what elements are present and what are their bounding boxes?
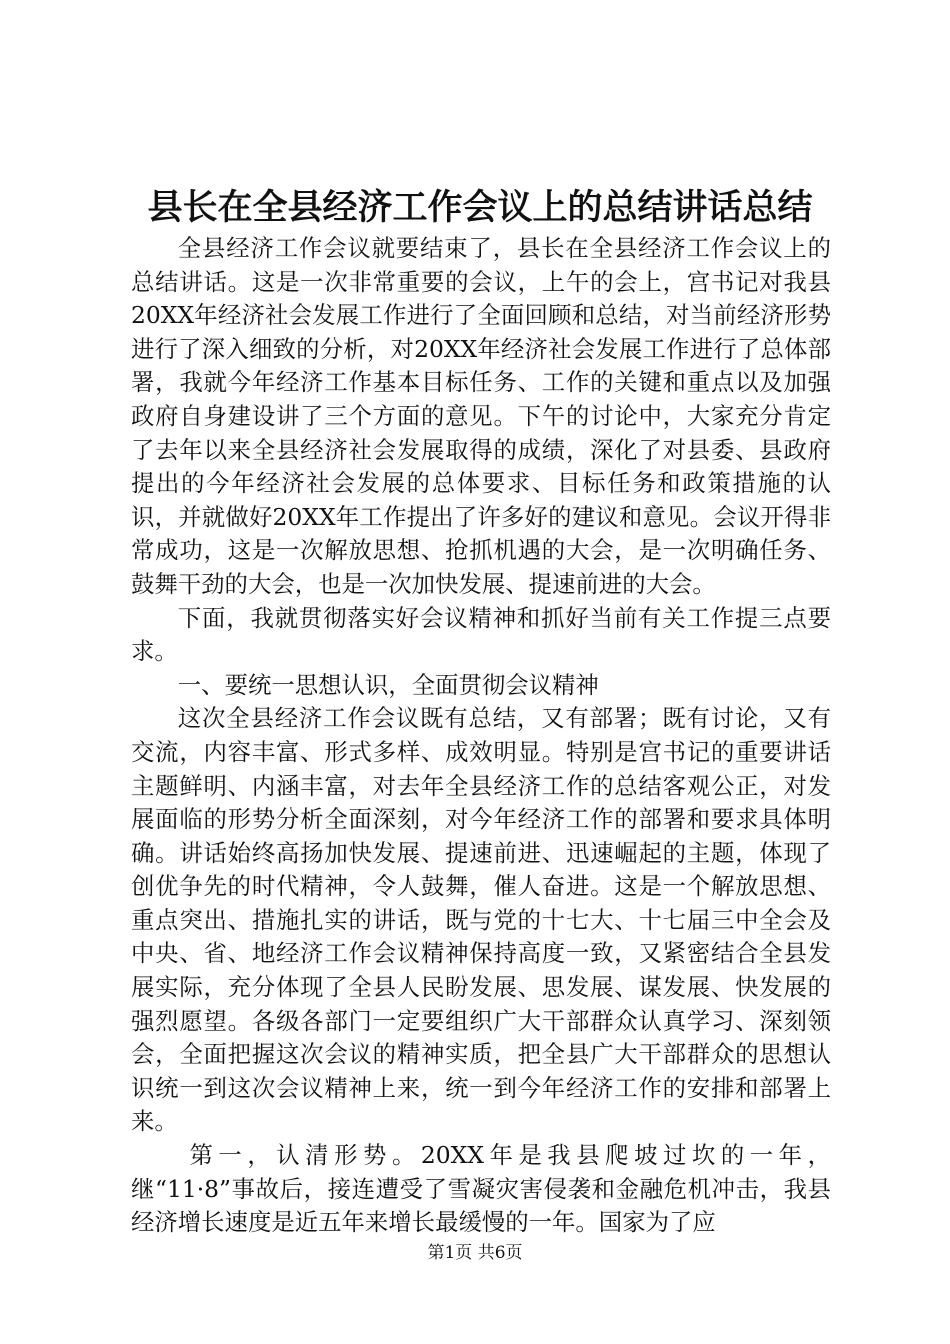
paragraph-1: 全县经济工作会议就要结束了，县长在全县经济工作会议上的总结讲话。这是一次非常重要的会议，上午的会上，宫书记对我县20XX年经济社会发展工作进行了全面回顾和总结，对当前经济形势进行了深入细致的分析，对20XX年经济社会发展工作进行了总体部署，我就今年经济工作基本目标任务、工作的关键和重点以及加强政府自身建设讲了三个方面的意见。下午的讨论中，大家充分肯定了去年以来全县经济社会发展取得的成绩，深化了对县委、县政府提出的今年经济社会发展的总体要求、目标任务和政策措施的认识，并就做好20XX年工作提出了许多好的建议和意见。会议开得非常成功，这是一次解放思想、抢抓机遇的大会，是一次明确任务、鼓舞干劲的大会，也是一次加快发展、提速前进的大会。 (131, 234, 831, 598)
paragraph-4: 第一，认清形势。20XX年是我县爬坡过坎的一年，继“11·8”事故后，接连遭受了雪凝灾害侵袭和金融危机冲击，我县经济增长速度是近五年来增长最缓慢的一年。国家为了应 (131, 1141, 831, 1237)
document-body (131, 232, 831, 1240)
section-heading-1: 一、要统一思想认识，全面贯彻会议精神 (177, 670, 599, 699)
page-footer: 第1页 共6页 (427, 1243, 523, 1263)
paragraph-3: 这次全县经济工作会议既有总结，又有部署；既有讨论，又有交流，内容丰富、形式多样、成效明显。特别是宫书记的重要讲话主题鲜明、内涵丰富，对去年全县经济工作的总结客观公正，对发展面临的形势分析全面深刻，对今年经济工作的部署和要求具体明确。讲话始终高扬加快发展、提速前进、迅速崛起的主题，体现了创优争先的时代精神，令人鼓舞，催人奋进。这是一个解放思想、重点突出、措施扎实的讲话，既与党的十七大、十七届三中全会及中央、省、地经济工作会议精神保持高度一致，又紧密结合全县发展实际，充分体现了全县人民盼发展、思发展、谋发展、快发展的强烈愿望。各级各部门一定要组织广大干部群众认真学习、深刻领会，全面把握这次会议的精神实质，把全县广大干部群众的思想认识统一到这次会议精神上来，统一到今年经济工作的安排和部署上来。 (131, 704, 831, 1136)
paragraph-2: 下面，我就贯彻落实好会议精神和抓好当前有关工作提三点要求。 (131, 603, 831, 666)
document-title: 县长在全县经济工作会议上的总结讲话总结 (147, 187, 813, 228)
